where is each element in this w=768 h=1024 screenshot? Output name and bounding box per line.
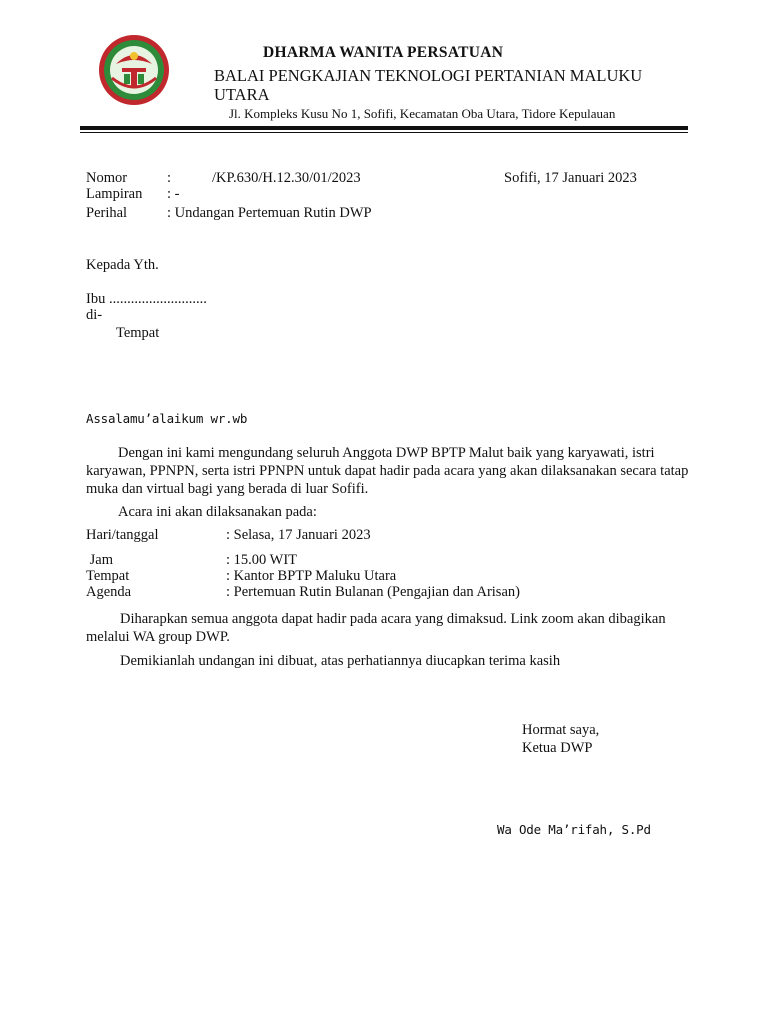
signatory-name: Wa Ode Ma’rifah, S.Pd	[497, 822, 651, 837]
greeting: Assalamu’alaikum wr.wb	[86, 411, 248, 426]
letterhead-address: Jl. Kompleks Kusu No 1, Sofifi, Kecamatan Oba Utara, Tidore Kepulauan	[229, 106, 616, 121]
schedule-label-place: Tempat	[86, 568, 130, 584]
closing-regards: Hormat saya,	[522, 722, 600, 738]
lampiran-value: : -	[167, 186, 180, 202]
nomor-value: /KP.630/H.12.30/01/2023	[212, 170, 361, 186]
body-paragraph-3: Demikianlah undangan ini dibuat, atas perhatiannya diucapkan terima kasih	[120, 653, 561, 669]
recipient-place: Tempat	[116, 325, 160, 341]
schedule-label-date: Hari/tanggal	[86, 527, 159, 543]
body-paragraph-2: Diharapkan semua anggota dapat hadir pada acara yang dimaksud. Link zoom akan dibagikan melalui WA group DWP.	[86, 611, 666, 645]
schedule-label-time: Jam	[86, 552, 113, 568]
lampiran-label: Lampiran	[86, 186, 143, 202]
header-divider-thick	[80, 126, 688, 130]
place-date: Sofifi, 17 Januari 2023	[504, 170, 637, 186]
perihal-label: Perihal	[86, 205, 128, 221]
recipient-name: Ibu ...........................	[86, 291, 207, 307]
body-paragraph-1: Dengan ini kami mengundang seluruh Anggota DWP BPTP Malut baik yang karyawati, istri karyawan, PPNPN, serta istri PPNPN untuk dapat hadir pada acara yang akan dilaksanakan secara tatap muka dan virtual bagi yang berada di luar Sofifi.	[86, 445, 689, 497]
recipient-di: di-	[86, 307, 103, 323]
dwp-logo-icon	[98, 34, 170, 106]
schedule-label-agenda: Agenda	[86, 584, 132, 600]
schedule-value-place: : Kantor BPTP Maluku Utara	[226, 568, 397, 584]
letterhead-org: DHARMA WANITA PERSATUAN	[263, 44, 504, 61]
nomor-label: Nomor	[86, 170, 128, 186]
schedule-value-time: : 15.00 WIT	[226, 552, 298, 568]
perihal-value: : Undangan Pertemuan Rutin DWP	[167, 205, 372, 221]
schedule-value-agenda: : Pertemuan Rutin Bulanan (Pengajian dan Arisan)	[226, 584, 520, 600]
closing-title: Ketua DWP	[522, 740, 593, 756]
header-divider-thin	[80, 132, 688, 133]
nomor-separator: :	[167, 170, 172, 186]
recipient-salutation: Kepada Yth.	[86, 257, 159, 273]
schedule-intro: Acara ini akan dilaksanakan pada:	[118, 504, 317, 520]
schedule-value-date: : Selasa, 17 Januari 2023	[226, 527, 371, 543]
letterhead-institution: BALAI PENGKAJIAN TEKNOLOGI PERTANIAN MALUKU UTARA	[214, 66, 643, 104]
